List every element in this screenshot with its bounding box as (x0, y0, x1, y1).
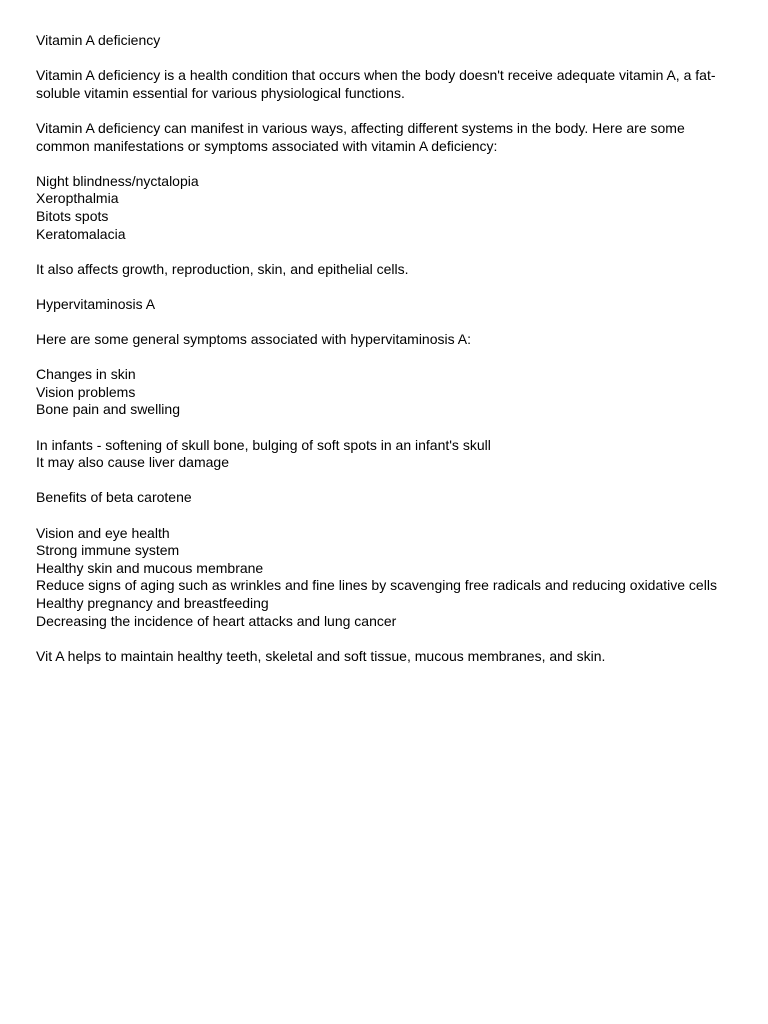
infant-effects-list (36, 437, 736, 472)
list-item: Strong immune system (36, 542, 180, 559)
list-item: It may also cause liver damage (36, 454, 229, 471)
list-item: Decreasing the incidence of heart attacks and lung cancer (36, 612, 397, 629)
other-effects-text: It also affects growth, reproduction, skin, and epithelial cells. (36, 260, 409, 277)
list-item: Vision problems (36, 383, 136, 400)
spacer (36, 278, 736, 296)
list-item: Xeropthalmia (36, 190, 119, 207)
document-title: Vitamin A deficiency (36, 32, 161, 48)
beta-carotene-benefits-list (36, 525, 736, 631)
list-item: Bitots spots (36, 207, 109, 224)
deficiency-symptoms-list (36, 173, 736, 243)
spacer (36, 419, 736, 437)
spacer (36, 349, 736, 367)
list-item: In infants - softening of skull bone, bulging of soft spots in an infant's skull (36, 436, 491, 453)
spacer (36, 507, 736, 525)
list-item: Vision and eye health (36, 524, 170, 541)
spacer (36, 102, 736, 120)
list-item: Night blindness/nyctalopia (36, 172, 199, 189)
spacer (36, 155, 736, 173)
spacer (36, 630, 736, 648)
hypervitaminosis-symptoms-list (36, 366, 736, 419)
list-item: Healthy pregnancy and breastfeeding (36, 595, 269, 611)
closing-text: Vit A helps to maintain healthy teeth, skeletal and soft tissue, mucous membranes, and skin. (36, 647, 606, 664)
list-item: Reduce signs of aging such as wrinkles and fine lines by scavenging free radicals and reducing oxidative cells (36, 577, 717, 594)
hypervitaminosis-heading: Hypervitaminosis A (36, 295, 156, 312)
list-item: Bone pain and swelling (36, 401, 180, 418)
spacer (36, 50, 736, 68)
list-item: Changes in skin (36, 366, 136, 383)
document-page (36, 32, 736, 665)
list-item: Healthy skin and mucous membrane (36, 559, 264, 576)
spacer (36, 472, 736, 490)
beta-carotene-heading: Benefits of beta carotene (36, 489, 192, 506)
spacer (36, 243, 736, 261)
hypervitaminosis-intro: Here are some general symptoms associated with hypervitaminosis A: (36, 331, 471, 348)
intro-paragraph: Vitamin A deficiency is a health condition that occurs when the body doesn't receive adequate vitamin A, a fat-soluble vitamin essential for various physiological functions. (36, 67, 716, 101)
spacer (36, 314, 736, 332)
manifestations-paragraph: Vitamin A deficiency can manifest in various ways, affecting different systems in the body. Here are some common manifestations or symptoms associated with vitamin A deficiency: (36, 119, 685, 154)
list-item: Keratomalacia (36, 225, 126, 242)
